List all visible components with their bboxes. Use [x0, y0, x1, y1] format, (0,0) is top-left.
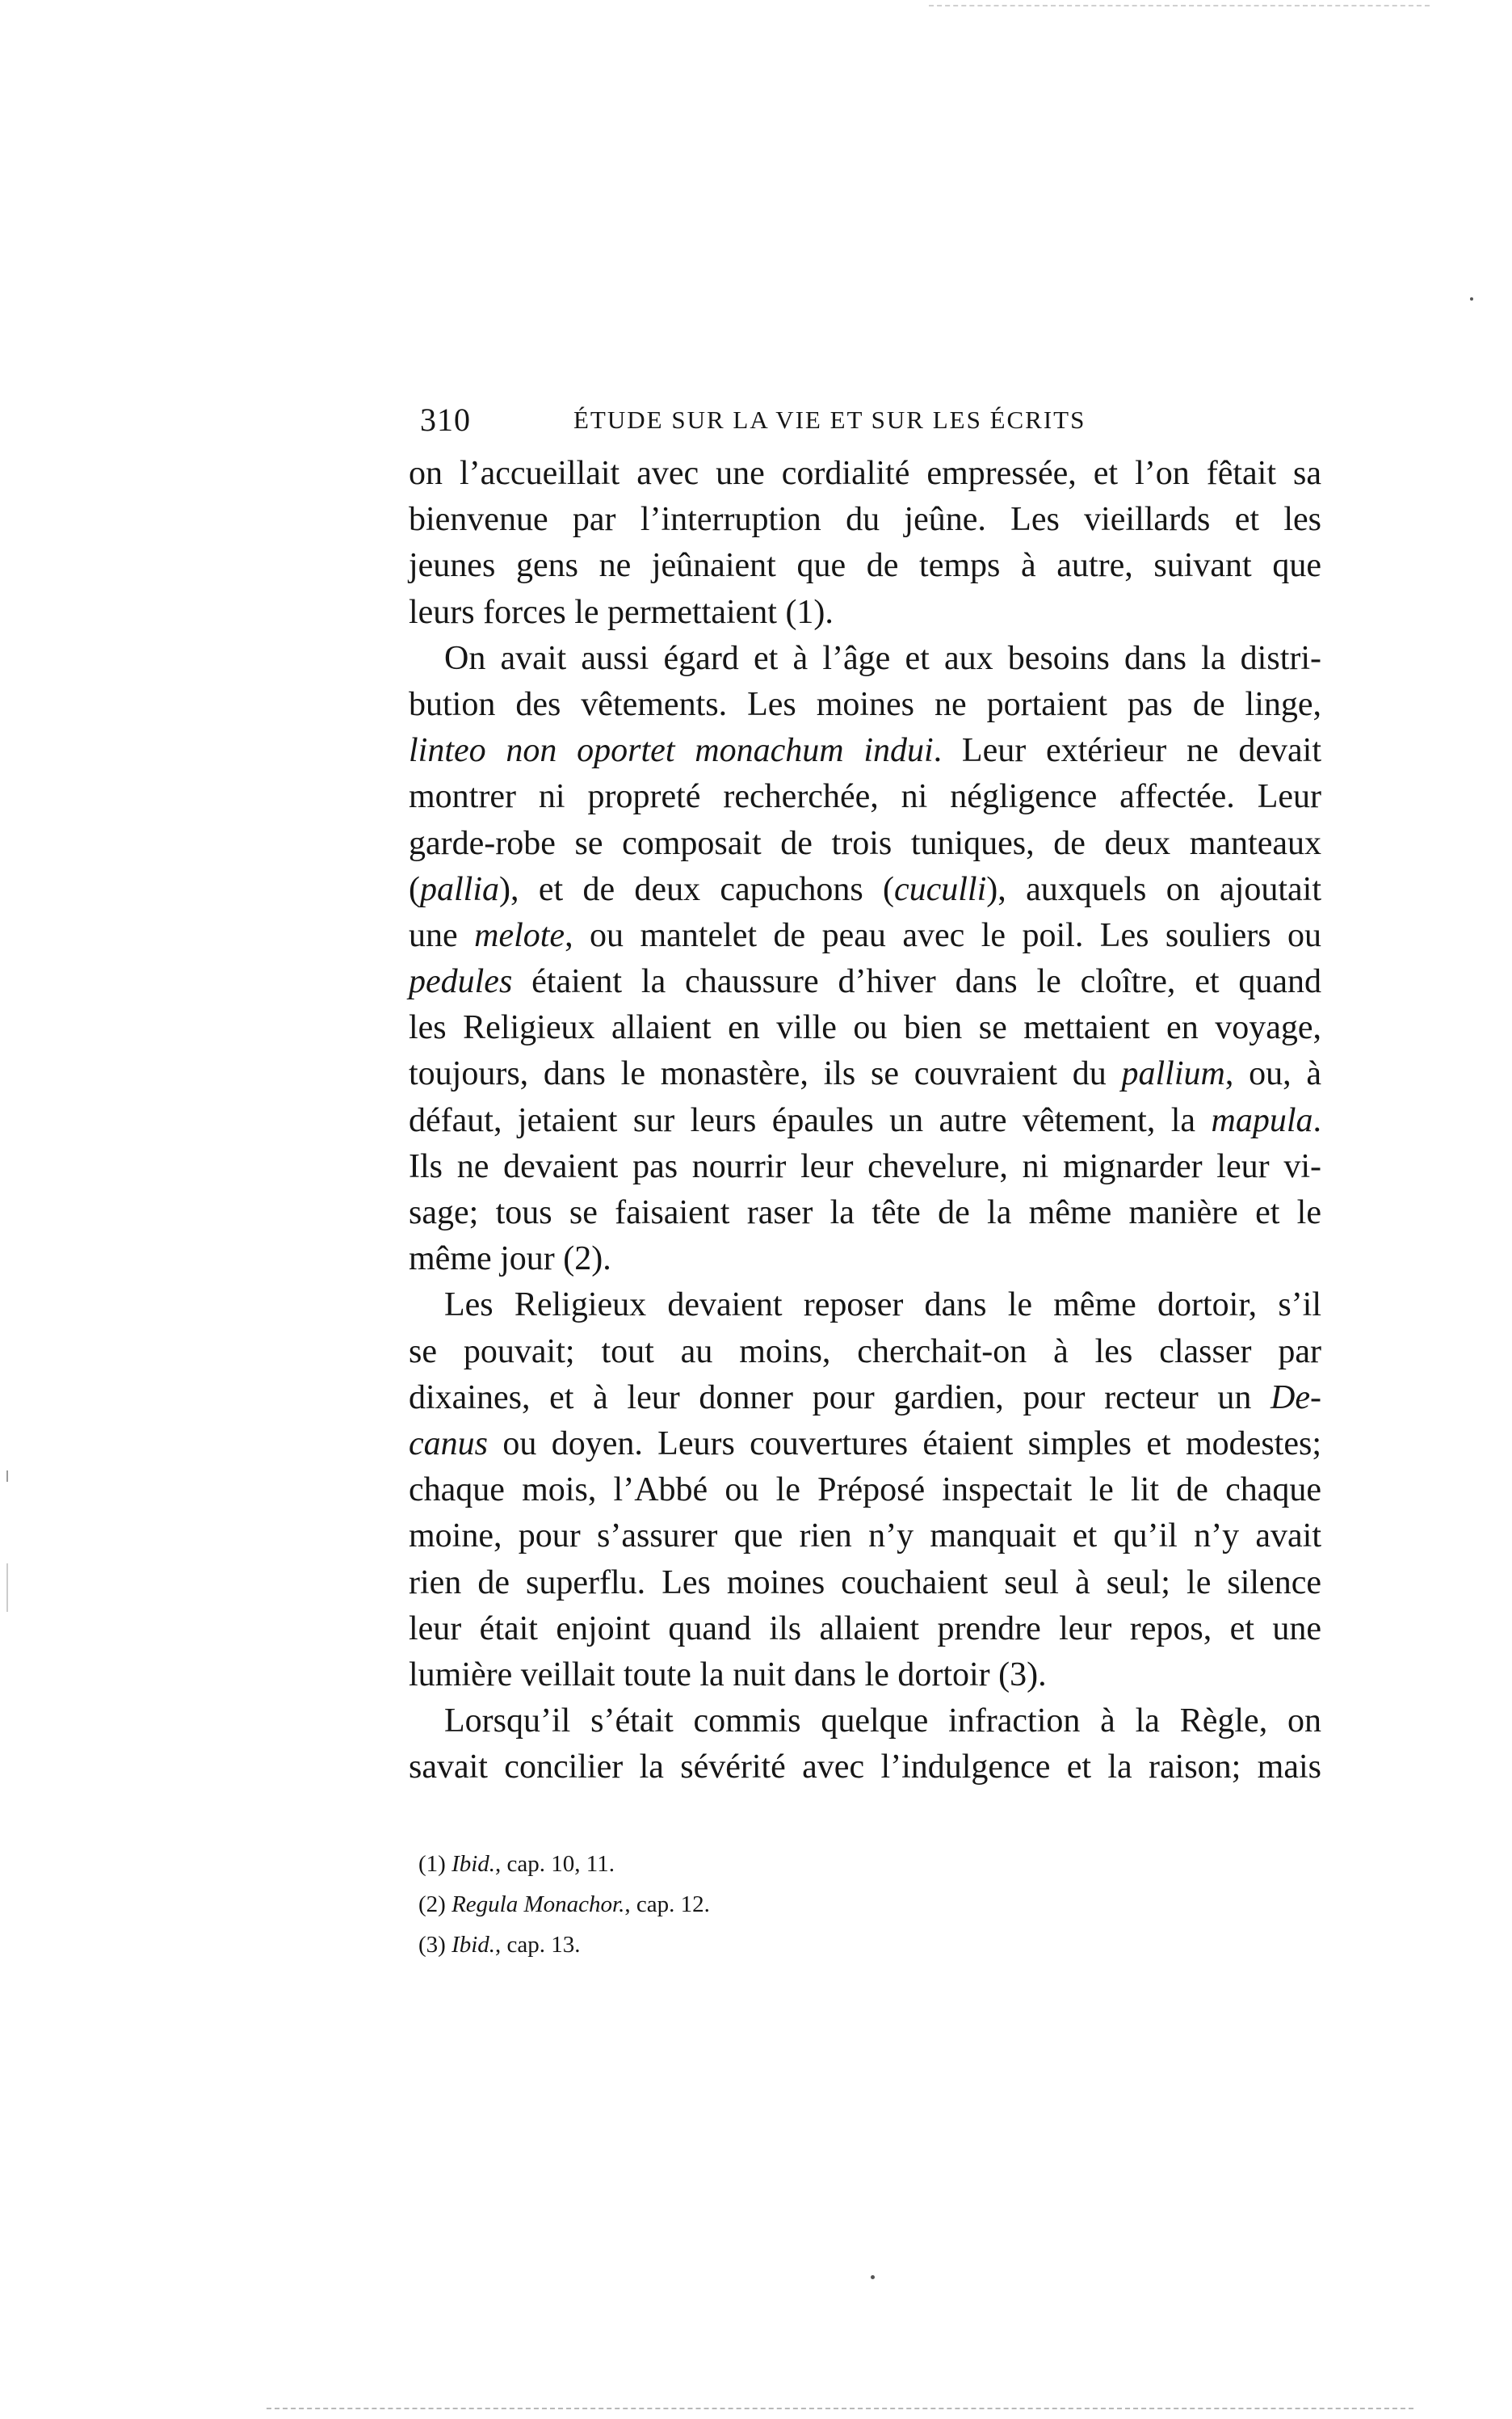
latin-term: canus — [409, 1424, 488, 1462]
text-line: Ils ne devaient pas nourrir leur chevelure, ni mignarder leur vi- — [409, 1147, 1321, 1185]
top-edge-rule — [929, 5, 1430, 6]
text-line: leur était enjoint quand ils allaient prendre leur repos, et une — [409, 1609, 1321, 1647]
text-line: montrer ni propreté recherchée, ni négligence affectée. Leur — [409, 778, 1321, 816]
paragraph-start-line: Lorsqu’il s’était commis quelque infraction à la Règle, on — [444, 1702, 1321, 1740]
text-line: leurs forces le permettaient (1). — [409, 593, 834, 631]
paragraph-start-line: Les Religieux devaient reposer dans le même dortoir, s’il — [444, 1286, 1321, 1324]
text-fragment: . — [1312, 1101, 1321, 1139]
footnote-ref: , cap. 13. — [495, 1932, 581, 1958]
scan-edge-mark — [6, 1563, 8, 1612]
text-line: lumière veillait toute la nuit dans le dortoir (3). — [409, 1655, 1047, 1693]
page-number: 310 — [420, 402, 471, 438]
latin-term: cuculli — [893, 870, 987, 908]
latin-quote: linteo non oportet monachum indui — [409, 732, 934, 770]
text-line — [409, 728, 1321, 774]
scan-speck — [1470, 297, 1473, 301]
text-fragment: une — [409, 916, 475, 954]
footnote-mark: (2) — [418, 1891, 446, 1917]
footnote-mark: (1) — [418, 1851, 446, 1877]
footnote-source: Ibid. — [452, 1932, 496, 1958]
text-fragment: ou doyen. Leurs couvertures étaient simples et modestes; — [488, 1424, 1321, 1462]
text-fragment: ), auxquels on ajoutait — [986, 870, 1321, 908]
latin-term: mapula — [1211, 1101, 1313, 1139]
text-line: même jour (2). — [409, 1240, 611, 1278]
latin-term: pedules — [409, 963, 513, 1001]
text-line: rien de superflu. Les moines couchaient seul à seul; le silence — [409, 1563, 1321, 1601]
text-line: sage; tous se faisaient raser la tête de la même manière et le — [409, 1194, 1321, 1231]
text-line: bienvenue par l’interruption du jeûne. Les vieillards et les — [409, 501, 1321, 539]
text-line: jeunes gens ne jeûnaient que de temps à autre, suivant que — [409, 547, 1321, 585]
text-fragment: défaut, jetaient sur leurs épaules un autre vêtement, la — [409, 1101, 1212, 1139]
latin-term: De- — [1270, 1378, 1321, 1416]
text-line: moine, pour s’assurer que rien n’y manquait et qu’il n’y avait — [409, 1517, 1321, 1555]
text-line — [409, 867, 1321, 913]
text-line: se pouvait; tout au moins, cherchait-on à les classer par — [409, 1332, 1321, 1370]
footnote-source: Ibid. — [452, 1851, 496, 1877]
text-fragment: ), et de deux capuchons ( — [499, 870, 894, 908]
text-line — [409, 959, 1321, 1005]
text-fragment: ( — [409, 870, 420, 908]
footnote-mark: (3) — [418, 1932, 446, 1958]
latin-term: pallia — [420, 870, 500, 908]
text-line: garde-robe se composait de trois tuniques, de deux manteaux — [409, 824, 1321, 862]
text-line: les Religieux allaient en ville ou bien se mettaient en voyage, — [409, 1009, 1321, 1047]
latin-term: melote — [474, 916, 565, 954]
latin-term: pallium — [1121, 1055, 1225, 1093]
scan-speck — [871, 2275, 875, 2279]
footnote — [418, 1925, 984, 1965]
text-fragment: , ou mantelet de peau avec le poil. Les souliers ou — [565, 916, 1321, 954]
running-head — [420, 401, 1317, 449]
text-fragment: étaient la chaussure d’hiver dans le cloître, et quand — [512, 963, 1321, 1001]
footnotes — [418, 1844, 984, 1965]
footnote-ref: , cap. 12. — [624, 1891, 710, 1917]
text-fragment: , ou, à — [1224, 1055, 1321, 1093]
text-line: savait concilier la sévérité avec l’indulgence et la raison; mais — [409, 1748, 1321, 1786]
text-line: on l’accueillait avec une cordialité empressée, et l’on fêtait sa — [409, 455, 1321, 492]
text-fragment: . Leur extérieur ne devait — [933, 732, 1321, 770]
footnote-source: Regula Monachor. — [452, 1891, 625, 1917]
footnote — [418, 1844, 984, 1884]
text-line — [409, 913, 1321, 959]
scan-edge-mark — [6, 1470, 8, 1482]
text-line — [409, 1421, 1321, 1467]
text-line — [409, 1098, 1321, 1144]
paragraph-start-line: On avait aussi égard et à l’âge et aux besoins dans la distri- — [444, 639, 1321, 677]
running-title: ÉTUDE SUR LA VIE ET SUR LES ÉCRITS — [573, 406, 1086, 434]
text-line: chaque mois, l’Abbé ou le Préposé inspectait le lit de chaque — [409, 1471, 1321, 1509]
text-line — [409, 1375, 1321, 1421]
footnote — [418, 1884, 984, 1925]
body-text — [409, 451, 1321, 1790]
text-fragment: dixaines, et à leur donner pour gardien, pour recteur un — [409, 1378, 1271, 1416]
text-line — [409, 1051, 1321, 1097]
footnote-ref: , cap. 10, 11. — [495, 1851, 615, 1877]
text-fragment: toujours, dans le monastère, ils se couvraient du — [409, 1055, 1122, 1093]
text-line: bution des vêtements. Les moines ne portaient pas de linge, — [409, 685, 1321, 723]
bottom-edge-rule — [267, 2408, 1413, 2409]
